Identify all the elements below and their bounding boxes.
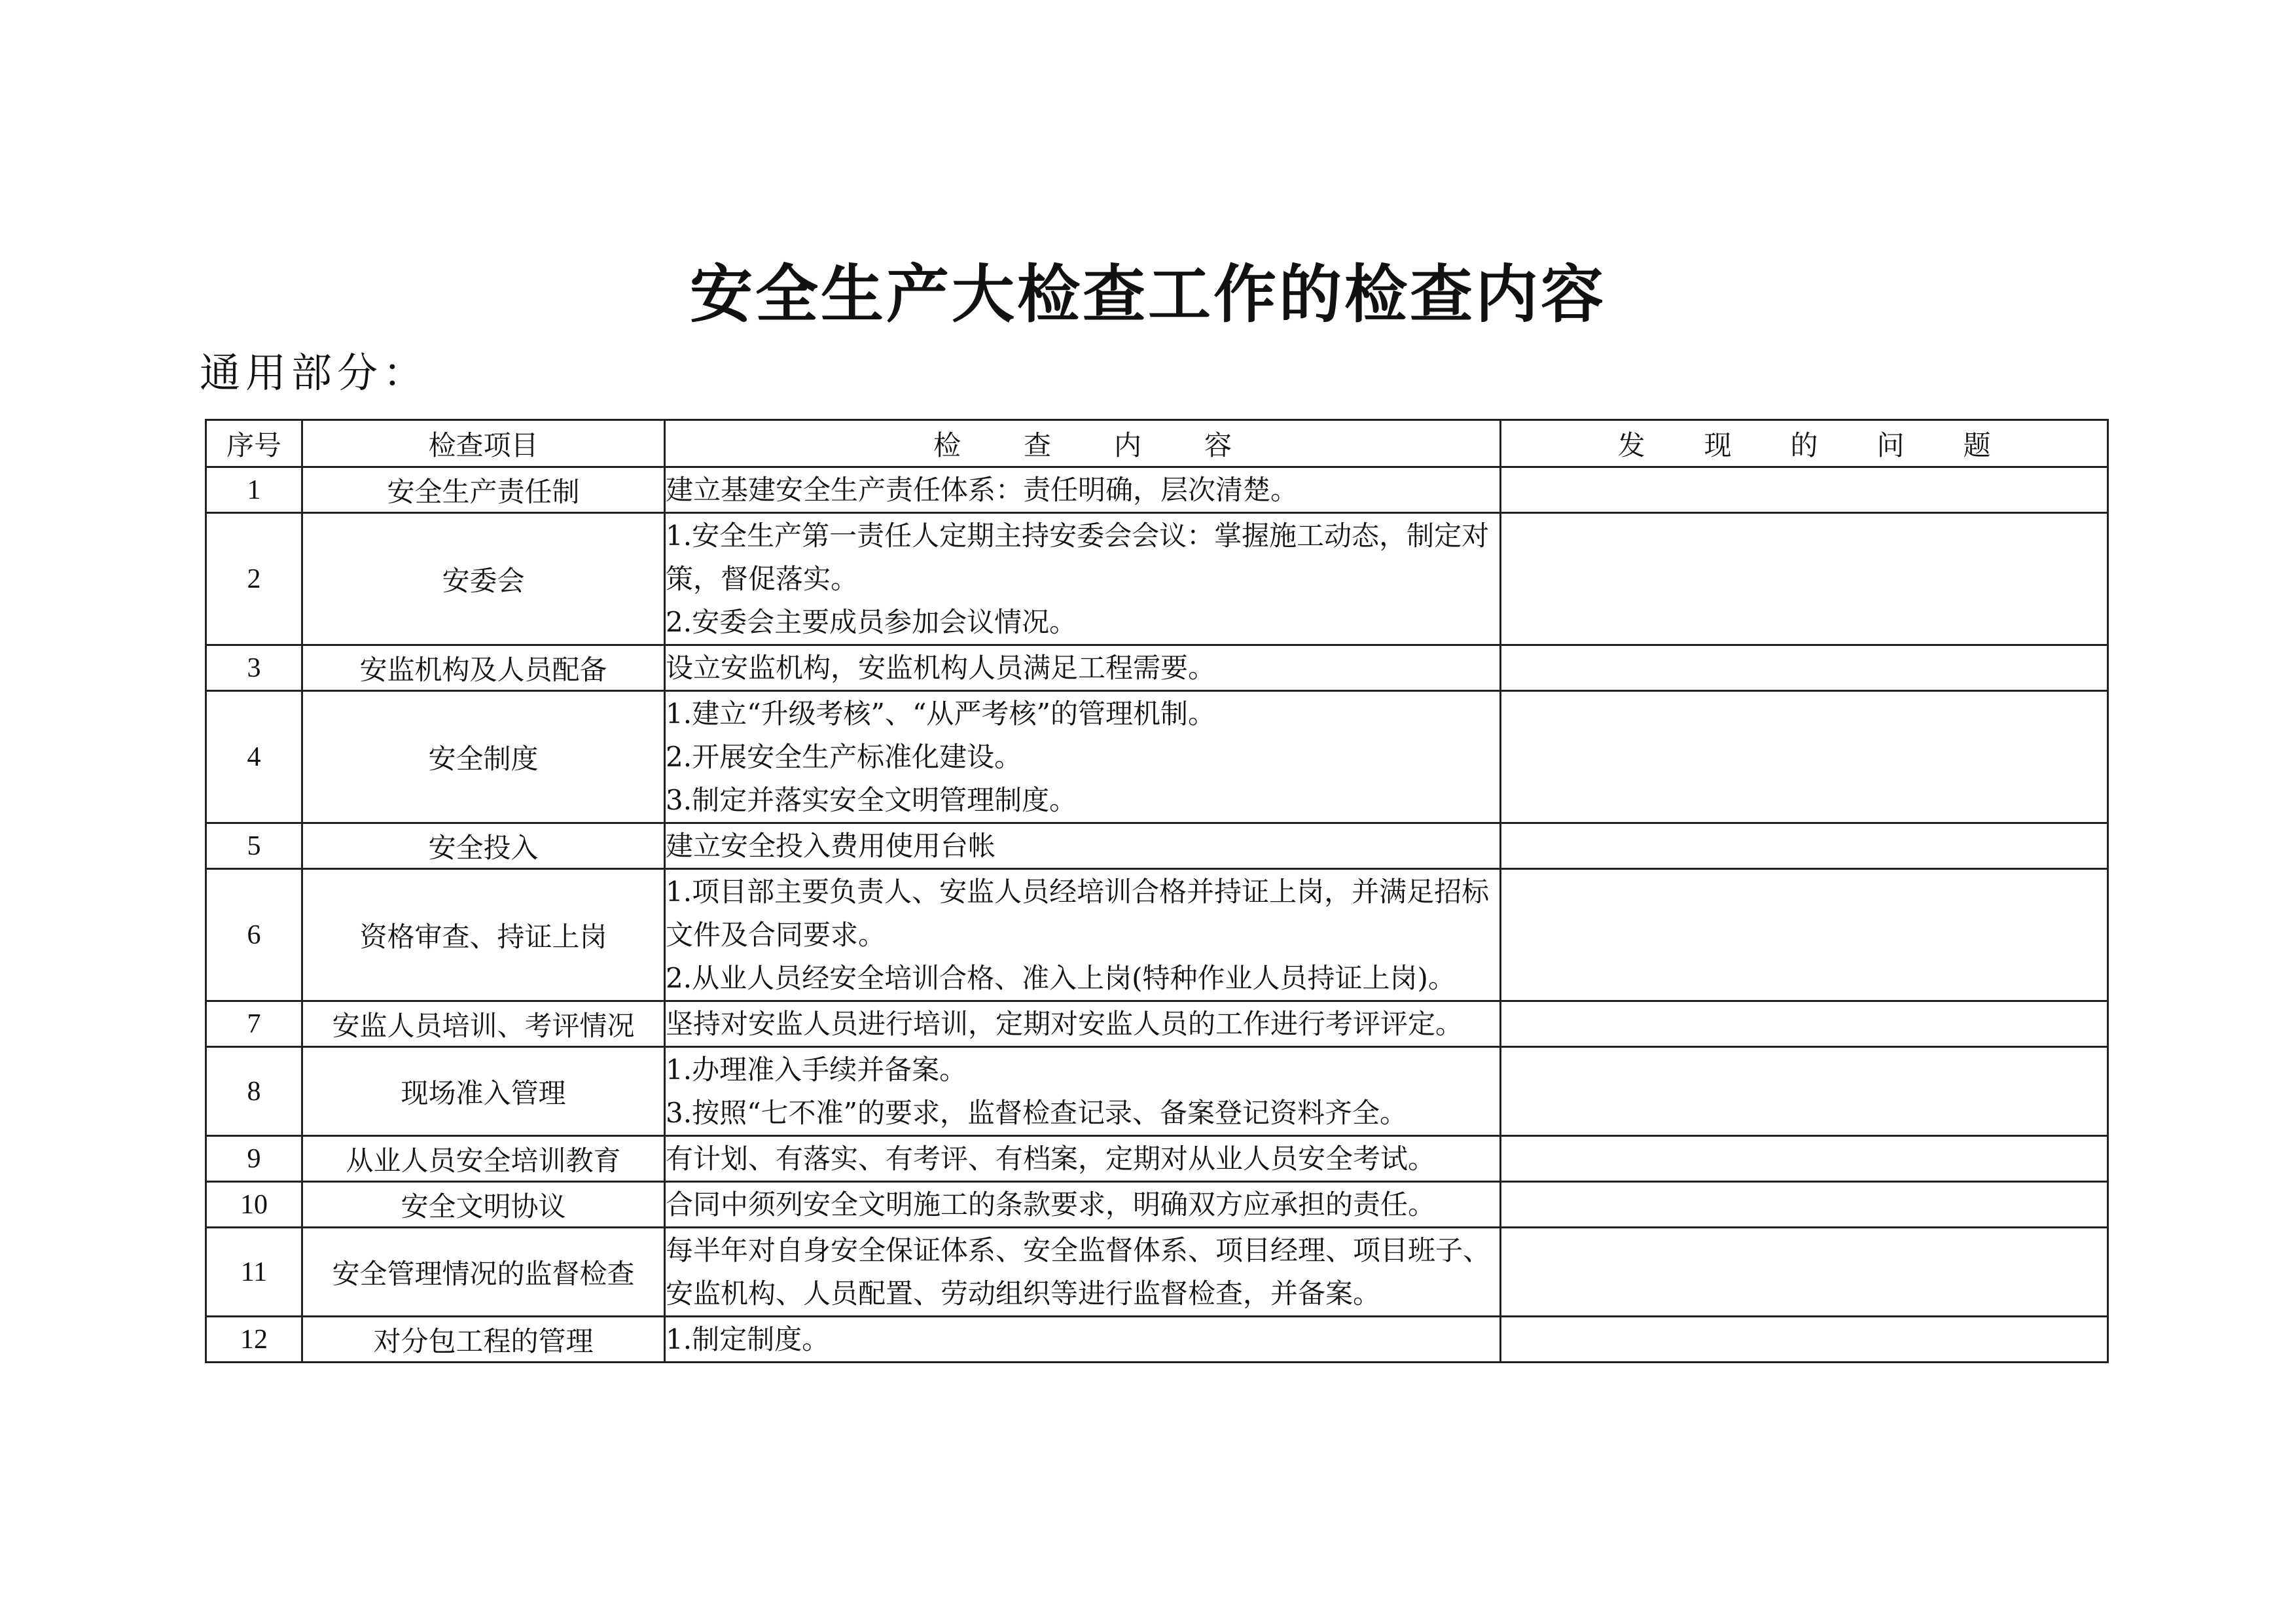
row-content — [665, 823, 1501, 869]
row-number: 2 — [206, 513, 302, 645]
row-item: 现场准入管理 — [302, 1047, 665, 1136]
table-row — [206, 1182, 2108, 1228]
row-content — [665, 1228, 1501, 1317]
row-issue-cell — [1501, 691, 2108, 823]
row-issue-cell — [1501, 513, 2108, 645]
header-item: 检查项目 — [302, 420, 665, 467]
row-number: 6 — [206, 869, 302, 1001]
content-line: 1.建立“升级考核”、“从严考核”的管理机制。 — [666, 697, 1215, 730]
table-row — [206, 1001, 2108, 1047]
content-line: 设立安监机构，安监机构人员满足工程需要。 — [666, 651, 1216, 684]
table-row — [206, 513, 2108, 645]
row-number: 5 — [206, 823, 302, 869]
header-issue — [1501, 420, 2108, 467]
row-item: 安监机构及人员配备 — [302, 645, 665, 691]
row-item: 安监人员培训、考评情况 — [302, 1001, 665, 1047]
table-row — [206, 1136, 2108, 1182]
content-line: 建立基建安全生产责任体系：责任明确，层次清楚。 — [666, 473, 1299, 506]
row-content — [665, 869, 1501, 1001]
content-line: 合同中须列安全文明施工的条款要求，明确双方应承担的责任。 — [666, 1188, 1436, 1221]
row-number: 12 — [206, 1317, 302, 1363]
row-issue-cell — [1501, 1047, 2108, 1136]
row-number: 7 — [206, 1001, 302, 1047]
row-number: 8 — [206, 1047, 302, 1136]
content-line: 1.安全生产第一责任人定期主持安委会会议：掌握施工动态，制定对策，督促落实。 — [666, 519, 1490, 595]
row-content — [665, 467, 1501, 513]
row-content — [665, 513, 1501, 645]
row-content — [665, 691, 1501, 823]
content-line: 1.制定制度。 — [666, 1323, 830, 1355]
row-issue-cell — [1501, 645, 2108, 691]
table-row — [206, 869, 2108, 1001]
row-item: 安全管理情况的监督检查 — [302, 1228, 665, 1317]
content-line: 3.按照“七不准”的要求，监督检查记录、备案登记资料齐全。 — [666, 1096, 1408, 1129]
row-issue-cell — [1501, 1182, 2108, 1228]
content-line: 坚持对安监人员进行培训，定期对安监人员的工作进行考评评定。 — [666, 1007, 1463, 1040]
table-row — [206, 645, 2108, 691]
row-number: 1 — [206, 467, 302, 513]
table-row — [206, 1047, 2108, 1136]
row-issue-cell — [1501, 869, 2108, 1001]
row-item: 安全制度 — [302, 691, 665, 823]
row-number: 9 — [206, 1136, 302, 1182]
row-item: 安委会 — [302, 513, 665, 645]
table-header-row — [206, 420, 2108, 467]
content-line: 1.项目部主要负责人、安监人员经培训合格并持证上岗，并满足招标文件及合同要求。 — [666, 875, 1490, 951]
row-content — [665, 1317, 1501, 1363]
table-row — [206, 823, 2108, 869]
inspection-table — [205, 419, 2109, 1363]
header-issue-label: 发现的问题 — [1617, 429, 2050, 461]
row-content — [665, 1047, 1501, 1136]
row-content — [665, 1182, 1501, 1228]
row-item: 安全投入 — [302, 823, 665, 869]
row-item: 安全文明协议 — [302, 1182, 665, 1228]
row-item: 资格审查、持证上岗 — [302, 869, 665, 1001]
content-line: 每半年对自身安全保证体系、安全监督体系、项目经理、项目班子、安监机构、人员配置、劳动组织等进行监督检查，并备案。 — [666, 1234, 1491, 1310]
row-item: 从业人员安全培训教育 — [302, 1136, 665, 1182]
content-line: 2.开展安全生产标准化建设。 — [666, 740, 1022, 773]
row-issue-cell — [1501, 1001, 2108, 1047]
header-content-label: 检查内容 — [933, 429, 1295, 461]
row-content — [665, 645, 1501, 691]
row-number: 3 — [206, 645, 302, 691]
content-line: 建立安全投入费用使用台帐 — [666, 829, 996, 862]
content-line: 1.办理准入手续并备案。 — [666, 1053, 967, 1086]
header-content — [665, 420, 1501, 467]
row-number: 11 — [206, 1228, 302, 1317]
row-issue-cell — [1501, 1228, 2108, 1317]
content-line: 2.安委会主要成员参加会议情况。 — [666, 605, 1077, 638]
table-row — [206, 467, 2108, 513]
row-item: 安全生产责任制 — [302, 467, 665, 513]
page-title: 安全生产大检查工作的检查内容 — [690, 257, 1606, 331]
content-line: 有计划、有落实、有考评、有档案，定期对从业人员安全考试。 — [666, 1142, 1436, 1175]
content-line: 2.从业人员经安全培训合格、准入上岗(特种作业人员持证上岗)。 — [666, 961, 1456, 994]
row-issue-cell — [1501, 1136, 2108, 1182]
row-item: 对分包工程的管理 — [302, 1317, 665, 1363]
row-issue-cell — [1501, 467, 2108, 513]
table-row — [206, 1228, 2108, 1317]
row-number: 10 — [206, 1182, 302, 1228]
row-issue-cell — [1501, 823, 2108, 869]
row-content — [665, 1001, 1501, 1047]
table-row — [206, 1317, 2108, 1363]
table-row — [206, 691, 2108, 823]
row-content — [665, 1136, 1501, 1182]
content-line: 3.制定并落实安全文明管理制度。 — [666, 783, 1077, 816]
row-issue-cell — [1501, 1317, 2108, 1363]
row-number: 4 — [206, 691, 302, 823]
header-no: 序号 — [206, 420, 302, 467]
section-heading: 通用部分： — [200, 349, 429, 397]
